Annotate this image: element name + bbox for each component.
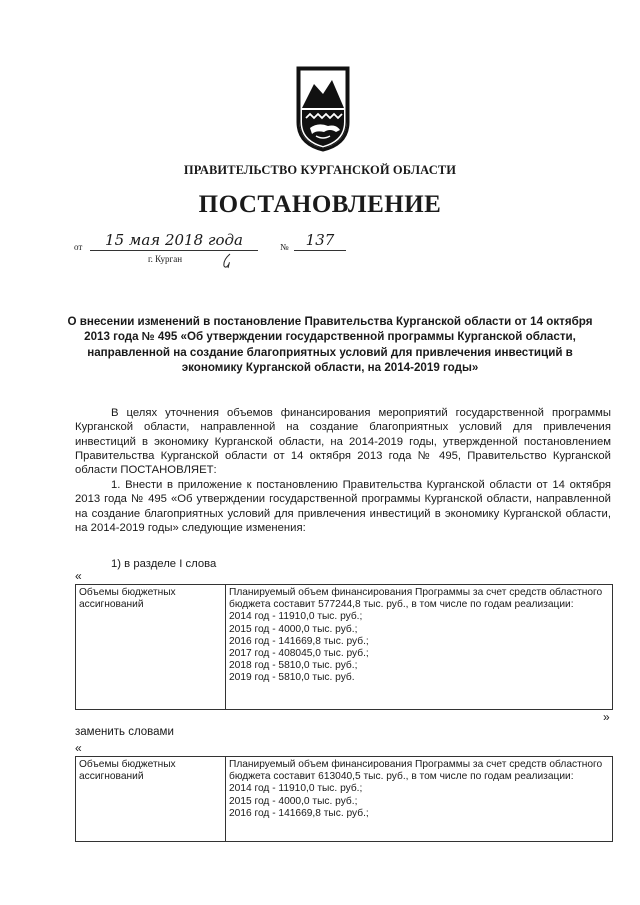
close-quote: » [603,710,610,724]
subitem-1-text: 1) в разделе I слова [111,558,217,570]
budget-label-cell: Объемы бюджетных ассигнований [76,757,226,842]
document-type-title: ПОСТАНОВЛЕНИЕ [198,191,442,218]
handwritten-mark-icon [220,252,234,270]
budget-label-cell: Объемы бюджетных ассигнований [76,585,226,710]
document-date: 15 мая 2018 года [90,232,258,251]
date-prefix: от [74,242,83,252]
open-quote: « [75,569,82,583]
table-row [76,757,613,842]
preamble-paragraph [75,406,611,477]
budget-summary: Планируемый объем финансирования Программы за счет средств областного бюджета составит 613040,5 тыс. руб., в том числе по годам реализации: [229,759,603,783]
document-number: 137 [294,232,346,251]
item-1-paragraph [75,478,611,535]
year-line: 2016 год - 141669,8 тыс. руб.; [229,807,369,819]
number-prefix: № [280,242,289,252]
budget-summary: Планируемый объем финансирования Программы за счет средств областного бюджета составит 577244,8 тыс. руб., в том числе по годам реализации: [229,587,603,611]
subitem-1-paragraph [75,557,611,571]
coat-of-arms-icon [296,66,350,152]
year-line: 2019 год - 5810,0 тыс. руб. [229,672,355,684]
year-line: 2015 год - 4000,0 тыс. руб.; [229,795,358,807]
preamble-text: В целях уточнения объемов финансирования мероприятий государственной программы Курганской области, направленной на создание благоприятных условий для привлечения инвестиций в экономику Курганской области, на 2014-2019 годы, утвержденной постановлением Правительства Курганской области от 14 октября 2013 года № 495, Правительство Курганской области ПОСТАНОВЛЯЕТ: [75,407,611,477]
year-line: 2015 год - 4000,0 тыс. руб.; [229,623,358,635]
replace-with-text: заменить словами [75,726,174,738]
document-heading: О внесении изменений в постановление Правительства Курганской области от 14 октября 2013 года № 495 «Об утверждении государственной программы Курганской области, направленной на создание благоприятных условий для привлечения инвестиций в экономику Курганской области, на 2014-2019 годы» [67,315,593,375]
year-line: 2014 год - 11910,0 тыс. руб.; [229,783,363,795]
year-line: 2018 год - 5810,0 тыс. руб.; [229,660,358,672]
year-line: 2014 год - 11910,0 тыс. руб.; [229,611,363,623]
year-line: 2016 год - 141669,8 тыс. руб.; [229,635,369,647]
dateline [74,231,364,264]
year-line: 2017 год - 408045,0 тыс. руб.; [229,648,369,660]
budget-value-cell [226,757,613,842]
item-1-text: 1. Внести в приложение к постановлению Правительства Курганской области от 14 октября 2013 года № 495 «Об утверждении государственной программы Курганской области, направленной на создание благоприятных условий для привлечения инвестиций в экономику Курганской области, на 2014-2019 годы» следующие изменения: [75,479,611,534]
new-budget-table [75,756,613,842]
table-row [76,585,613,710]
city: г. Курган [148,254,183,264]
budget-value-cell [226,585,613,710]
government-name: ПРАВИТЕЛЬСТВО КУРГАНСКОЙ ОБЛАСТИ [183,163,457,177]
old-budget-table [75,584,613,710]
open-quote: « [75,741,82,755]
